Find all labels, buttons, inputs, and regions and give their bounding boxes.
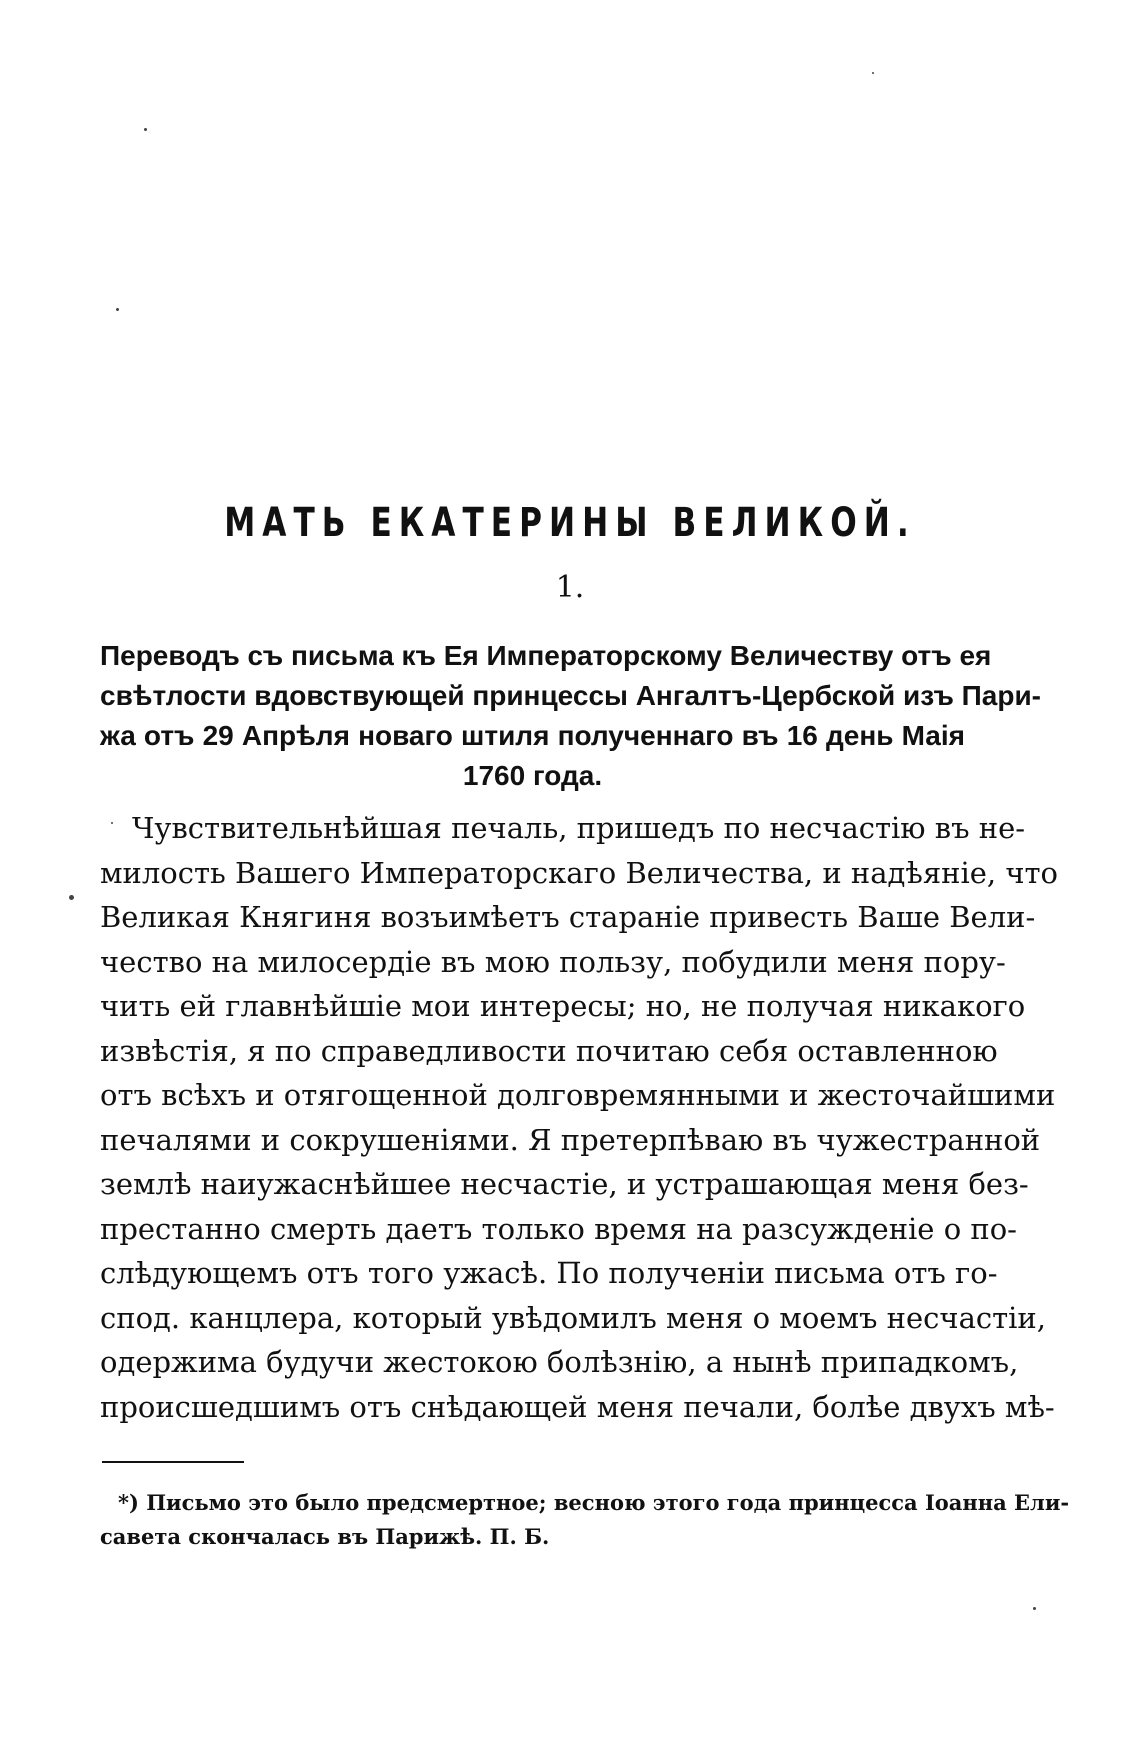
letter-heading	[100, 636, 1041, 796]
body-line: Чувствительнѣйшая печаль, пришедъ по несчастію въ не-	[132, 811, 1026, 845]
body-line: происшедшимъ отъ снѣдающей меня печали, болѣе двухъ мѣ-	[100, 1389, 1055, 1424]
body-line: отъ всѣхъ и отягощенной долговремянными и жесточайшими	[100, 1078, 1056, 1112]
page-title: МАТЬ ЕКАТЕРИНЫ ВЕЛИКОЙ.	[224, 500, 916, 546]
body-line: печалями и сокрушеніями. Я претерпѣваю въ чужестранной	[100, 1122, 1041, 1157]
heading-line: Переводъ съ письма къ Ея Императорскому Величеству отъ ея	[100, 640, 992, 671]
body-line: милость Вашего Императорскаго Величества, и надѣяніе, что	[100, 855, 1059, 890]
body-line: землѣ наиужаснѣйшее несчастіе, и устрашающая меня без-	[100, 1167, 1029, 1201]
scan-speck	[1033, 1607, 1036, 1610]
body-paragraph	[100, 806, 1059, 1429]
body-line: одержима будучи жестокою болѣзнію, а нынѣ припадкомъ,	[100, 1345, 1019, 1379]
body-line: Великая Княгиня возъимѣетъ стараніе привесть Ваше Вели-	[100, 900, 1036, 934]
scan-speck	[69, 895, 74, 900]
section-number: 1.	[555, 570, 585, 605]
scan-speck	[144, 128, 147, 131]
heading-line: свѣтлости вдовствующей принцессы Ангалтъ-Цербской изъ Пари-	[100, 680, 1041, 711]
body-line: слѣдующемъ отъ того ужасѣ. По полученіи письма отъ го-	[100, 1256, 998, 1290]
scan-speck	[872, 72, 874, 74]
footnote	[100, 1486, 1070, 1554]
body-line: престанно смерть даетъ только время на разсужденіе о по-	[100, 1211, 1017, 1246]
heading-line: 1760 года.	[462, 760, 603, 791]
body-line: извѣстія, я по справедливости почитаю себя оставленною	[100, 1033, 998, 1068]
footnote-line: савета скончалась въ Парижѣ. П. Б.	[100, 1524, 550, 1549]
body-line: чить ей главнѣйшіе мои интересы; но, не получая никакого	[100, 989, 1026, 1023]
heading-line: жа отъ 29 Апрѣля новаго штиля полученнаго въ 16 день Маія	[100, 720, 965, 751]
body-line: чество на милосердіе въ мою пользу, побудили меня пору-	[100, 944, 1006, 979]
footnote-divider	[102, 1461, 244, 1463]
body-line: спод. канцлера, который увѣдомилъ меня о моемъ несчастіи,	[100, 1300, 1046, 1335]
scan-speck	[116, 308, 119, 311]
footnote-line: *) Письмо это было предсмертное; весною этого года принцесса Іоанна Ели-	[118, 1490, 1070, 1515]
